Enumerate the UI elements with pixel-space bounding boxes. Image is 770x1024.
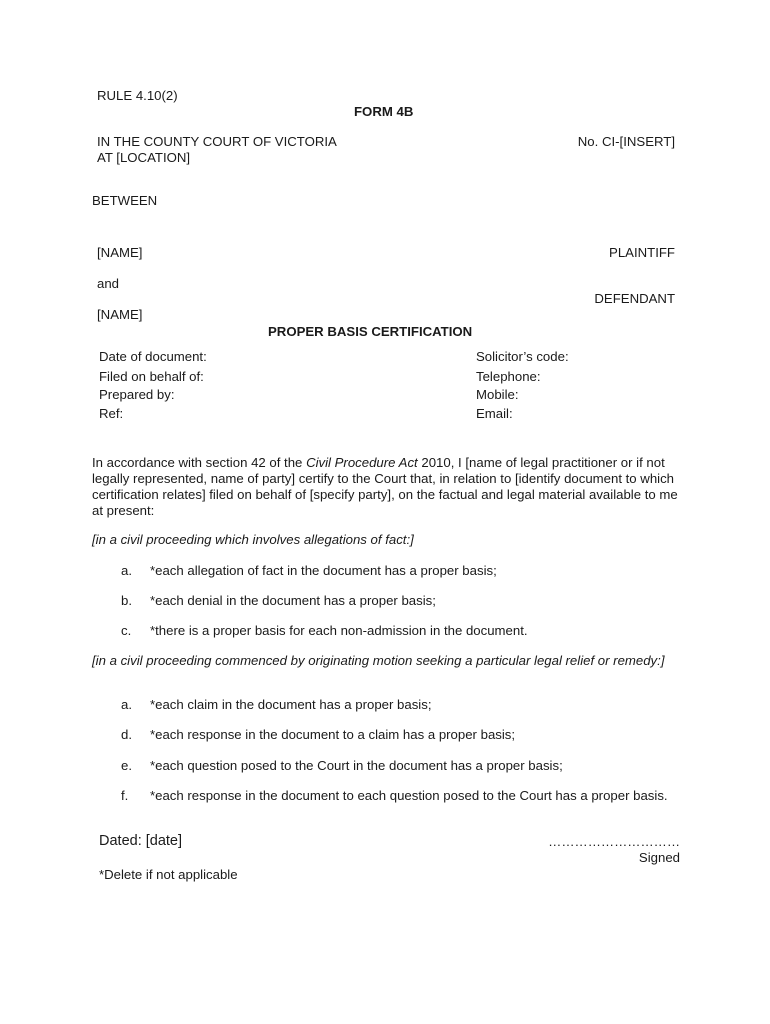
defendant-label: DEFENDANT bbox=[594, 291, 675, 306]
motion-item-text: *each question posed to the Court in the document has a proper basis; bbox=[150, 758, 563, 773]
rule-number: RULE 4.10(2) bbox=[97, 88, 178, 103]
dated-line: Dated: [date] bbox=[99, 833, 183, 849]
detail-ref: Ref: bbox=[99, 406, 124, 421]
defendant-name: [NAME] bbox=[97, 307, 143, 322]
detail-solicitor-code: Solicitor’s code: bbox=[476, 349, 569, 364]
detail-filed-on-behalf: Filed on behalf of: bbox=[99, 369, 204, 384]
certification-title: PROPER BASIS CERTIFICATION bbox=[268, 324, 473, 339]
motion-item-letter: e. bbox=[121, 758, 132, 773]
section-motion-heading: [in a civil proceeding commenced by originating motion seeking a particular legal relief or remedy:] bbox=[92, 653, 665, 668]
delete-note: *Delete if not applicable bbox=[99, 867, 238, 882]
plaintiff-label: PLAINTIFF bbox=[609, 245, 675, 260]
intro-before: In accordance with section 42 of the bbox=[92, 455, 307, 470]
fact-item-letter: a. bbox=[121, 563, 132, 578]
fact-item-text: *each allegation of fact in the document has a proper basis; bbox=[150, 563, 497, 578]
between-label: BETWEEN bbox=[92, 193, 158, 208]
motion-item-text: *each claim in the document has a proper basis; bbox=[150, 697, 432, 712]
detail-prepared-by: Prepared by: bbox=[99, 387, 175, 402]
fact-item-text: *each denial in the document has a proper basis; bbox=[150, 593, 436, 608]
and-label: and bbox=[97, 276, 120, 291]
signature-line: ………………………… bbox=[548, 834, 680, 849]
motion-item-text: *each response in the document to each question posed to the Court has a proper basis. bbox=[150, 788, 668, 803]
detail-telephone: Telephone: bbox=[476, 369, 541, 384]
motion-item-letter: d. bbox=[121, 727, 132, 742]
motion-item-text: *each response in the document to a claim has a proper basis; bbox=[150, 727, 516, 742]
intro-after: 2010, I [name of legal practitioner or if not legally represented, name of party] certify to the Court that, in relation to [identify document to which certification relates] filed on behalf of [specify party], on the factual and legal material available to me at present: bbox=[92, 455, 678, 518]
signed-label: Signed bbox=[638, 850, 680, 865]
fact-item-text: *there is a proper basis for each non-admission in the document. bbox=[150, 623, 528, 638]
fact-item-letter: b. bbox=[121, 593, 132, 608]
court-location: AT [LOCATION] bbox=[97, 150, 191, 165]
fact-item-letter: c. bbox=[121, 623, 132, 638]
form-title: FORM 4B bbox=[354, 104, 414, 119]
court-name: IN THE COUNTY COURT OF VICTORIA bbox=[97, 134, 337, 149]
motion-item-letter: a. bbox=[121, 697, 132, 712]
detail-date-of-document: Date of document: bbox=[99, 349, 207, 364]
intro-act-name: Civil Procedure Act bbox=[306, 455, 418, 470]
plaintiff-name: [NAME] bbox=[97, 245, 143, 260]
motion-item-letter: f. bbox=[121, 788, 129, 803]
section-fact-heading: [in a civil proceeding which involves allegations of fact:] bbox=[92, 532, 414, 547]
detail-email: Email: bbox=[476, 406, 513, 421]
case-number: No. CI-[INSERT] bbox=[577, 134, 675, 149]
intro-paragraph bbox=[92, 455, 692, 519]
detail-mobile: Mobile: bbox=[476, 387, 519, 402]
